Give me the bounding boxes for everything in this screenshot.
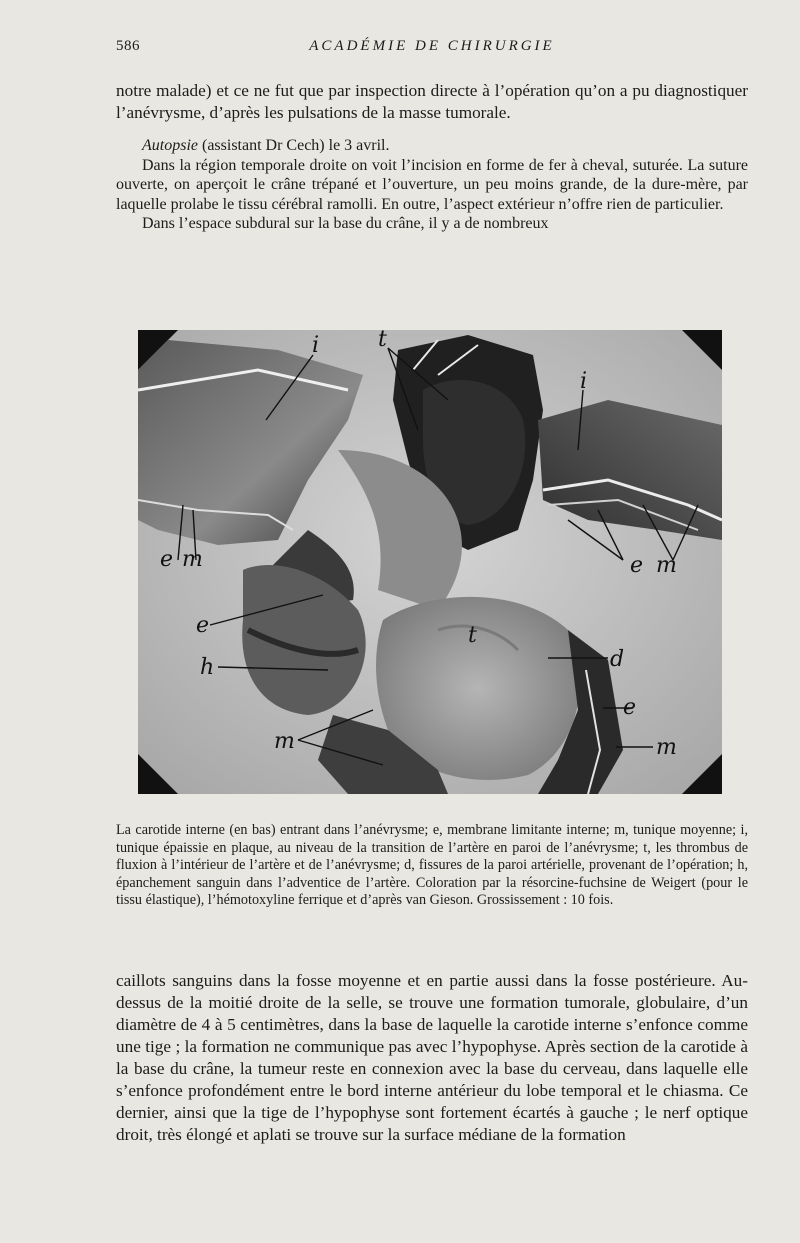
histology-micrograph xyxy=(138,330,722,794)
autopsy-lead xyxy=(116,136,748,156)
label-t-center: t xyxy=(468,623,477,648)
label-m-low-right: m xyxy=(656,735,677,760)
label-i-right: i xyxy=(580,369,588,394)
autopsy-paragraph-1: Dans la région temporale droite on voit l’incision en forme de fer à cheval, suturée. La suture ouverte, on aperçoit le crâne trépané et l’ouverture, un peu moins grande, de la dure-mère, par laquelle prolabe le tissu cérébral ramolli. En outre, l’aspect extérieur n’offre rien de particulier. xyxy=(116,156,748,213)
label-e-right: e xyxy=(630,553,644,578)
running-title: ACADÉMIE DE CHIRURGIE xyxy=(309,38,555,54)
label-m-right: m xyxy=(656,553,677,578)
paragraph-bottom: caillots sanguins dans la fosse moyenne et en partie aussi dans la fosse postérieure. Au-dessus de la moitié droite de la selle, se trouve une formation tumorale, globulaire, d’un diamètre de 4 à 5 centimètres, dans la base de laquelle la carotide interne s’enfonce comme une tige ; la formation ne communique pas avec l’hypophyse. Après section de la carotide à la base du crâne, la tumeur reste en connexion avec la base du cerveau, dans laquelle elle s’enfonce profondément entre le bord interne antérieur du lobe temporal et le chiasma. Ce dernier, ainsi que la tige de l’hypophyse sont fortement écartés à gauche ; le nerf optique droit, très élongé et aplati se trouve sur la surface médiane de la formation xyxy=(116,971,748,1144)
autopsy-lead-italic: Autopsie xyxy=(142,137,198,154)
autopsy-section xyxy=(116,136,748,234)
autopsy-lead-rest: (assistant Dr Cech) le 3 avril. xyxy=(198,137,390,154)
label-m-bottom: m xyxy=(274,729,295,754)
label-e-mid: e xyxy=(196,613,210,638)
label-d: d xyxy=(610,647,625,672)
label-i-left: i xyxy=(312,333,320,358)
page-header xyxy=(116,38,748,58)
label-e-left: e xyxy=(160,547,174,572)
label-t-top: t xyxy=(378,330,387,352)
paragraph-continuation: notre malade) et ce ne fut que par inspection directe à l’opération qu’on a pu diagnostiquer l’anévrysme, d’après les pulsations de la masse tumorale. xyxy=(116,81,748,122)
label-m-left: m xyxy=(182,547,203,572)
caption-text: La carotide interne (en bas) entrant dans l’anévrysme; e, membrane limitante interne; m, tunique moyenne; i, tunique épaissie en plaque, au niveau de la transition de l’artère en paroi de l’anévrysme; t, les thrombus de fluxion à l’intérieur de l’artère et de l’anévrysme; d, fissures de la paroi artérielle, provenant de l’opération; h, épanchement sanguin dans l’adventice de l’artère. Coloration par la résorcine-fuchsine de Weigert (pour le tissu élastique), l’hémotoxyline ferrique et d’après van Gieson. Grossissement : 10 fois. xyxy=(116,822,748,909)
figure-caption xyxy=(116,822,748,910)
autopsy-paragraph-2: Dans l’espace subdural sur la base du crâne, il y a de nombreux xyxy=(142,215,549,232)
micrograph-image xyxy=(138,330,722,794)
bottom-text-block xyxy=(116,970,748,1146)
page-number: 586 xyxy=(116,38,140,54)
top-text-block xyxy=(116,80,748,234)
label-h: h xyxy=(200,655,215,680)
label-e-low: e xyxy=(623,695,637,720)
